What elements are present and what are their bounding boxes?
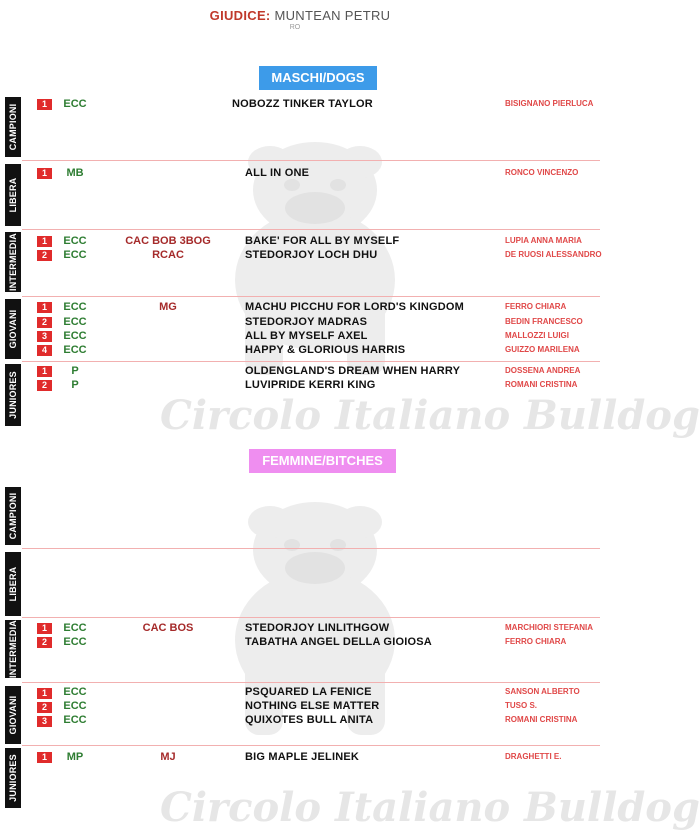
judge-label: GIUDICE: [209, 8, 271, 23]
owner-name: LUPIA ANNA MARIA [505, 236, 582, 245]
class-label: JUNIORES [8, 371, 18, 419]
class-bar-intermedia [5, 620, 21, 678]
rank-badge: 2 [37, 380, 52, 391]
owner-name: DE RUOSI ALESSANDRO [505, 250, 602, 259]
dog-name: ALL BY MYSELF AXEL [245, 330, 368, 342]
owner-name: MARCHIORI STEFANIA [505, 623, 593, 632]
dog-name: BIG MAPLE JELINEK [245, 751, 360, 763]
qualifica: ECC [63, 622, 87, 634]
judge-country: RO [289, 24, 301, 31]
class-label: JUNIORES [8, 754, 18, 802]
owner-name: BEDIN FRANCESCO [505, 317, 583, 326]
qualifica: P [71, 365, 79, 377]
section-title-maschi: MASCHI/DOGS [259, 66, 377, 90]
class-label: CAMPIONI [8, 492, 18, 540]
qualifica: ECC [63, 249, 87, 261]
rank-badge: 4 [37, 345, 52, 356]
rank-badge: 2 [37, 250, 52, 261]
qualifica: ECC [63, 344, 87, 356]
class-bar-campioni [5, 97, 21, 157]
dog-name: LUVIPRIDE KERRI KING [245, 379, 376, 391]
qualifica: ECC [63, 700, 87, 712]
qualifica: MB [66, 167, 84, 179]
dog-name: ALL IN ONE [245, 167, 310, 179]
class-label: INTERMEDIA [8, 233, 18, 291]
owner-name: RONCO VINCENZO [505, 168, 579, 177]
rank-badge: 1 [37, 366, 52, 377]
class-separator [22, 229, 600, 230]
award-titles: MJ [160, 751, 176, 763]
rank-badge: 1 [37, 99, 52, 110]
dog-name: STEDORJOY LOCH DHU [245, 249, 378, 261]
rank-badge: 1 [37, 752, 52, 763]
class-bar-giovani [5, 686, 21, 744]
class-label: LIBERA [8, 177, 18, 213]
rank-badge: 1 [37, 236, 52, 247]
rank-badge: 1 [37, 302, 52, 313]
rank-badge: 3 [37, 716, 52, 727]
qualifica: ECC [63, 636, 87, 648]
class-label: GIOVANI [8, 309, 18, 349]
qualifica: MP [66, 751, 84, 763]
owner-name: DOSSENA ANDREA [505, 366, 581, 375]
class-label: CAMPIONI [8, 103, 18, 151]
qualifica: ECC [63, 98, 87, 110]
owner-name: BISIGNANO PIERLUCA [505, 99, 594, 108]
owner-name: SANSON ALBERTO [505, 687, 580, 696]
qualifica: ECC [63, 714, 87, 726]
owner-name: FERRO CHIARA [505, 302, 567, 311]
class-bar-juniores [5, 364, 21, 426]
class-bar-giovani [5, 299, 21, 359]
watermark-text: Circolo Italiano Bulldog [160, 784, 700, 831]
class-label: GIOVANI [8, 695, 18, 735]
dog-name: BAKE' FOR ALL BY MYSELF [245, 235, 400, 247]
dog-name: MACHU PICCHU FOR LORD'S KINGDOM [245, 301, 465, 313]
qualifica: ECC [63, 330, 87, 342]
rank-badge: 1 [37, 168, 52, 179]
rank-badge: 1 [37, 688, 52, 699]
award-titles: MG [159, 301, 177, 313]
qualifica: ECC [63, 301, 87, 313]
rank-badge: 3 [37, 331, 52, 342]
owner-name: MALLOZZI LUIGI [505, 331, 569, 340]
owner-name: TUSO S. [505, 701, 538, 710]
class-bar-libera [5, 552, 21, 616]
award-titles: RCAC [152, 249, 184, 261]
dog-name: HAPPY & GLORIOUS HARRIS [245, 344, 406, 356]
class-label: LIBERA [8, 566, 18, 602]
judge-name: MUNTEAN PETRU [274, 8, 391, 23]
owner-name: GUIZZO MARILENA [505, 345, 580, 354]
rank-badge: 2 [37, 317, 52, 328]
owner-name: ROMANI CRISTINA [505, 715, 578, 724]
award-titles: CAC BOB 3BOG [125, 235, 211, 247]
class-separator [22, 682, 600, 683]
dog-name: PSQUARED LA FENICE [245, 686, 372, 698]
class-separator [22, 296, 600, 297]
rank-badge: 1 [37, 623, 52, 634]
dog-name: QUIXOTES BULL ANITA [245, 714, 374, 726]
class-separator [22, 160, 600, 161]
qualifica: ECC [63, 316, 87, 328]
owner-name: FERRO CHIARA [505, 637, 567, 646]
judge-header [0, 8, 600, 23]
owner-name: ROMANI CRISTINA [505, 380, 578, 389]
class-separator [22, 617, 600, 618]
class-bar-intermedia [5, 232, 21, 292]
class-bar-campioni [5, 487, 21, 545]
watermark-text: Circolo Italiano Bulldog [160, 392, 700, 439]
dog-name: STEDORJOY LINLITHGOW [245, 622, 390, 634]
section-title-femmine: FEMMINE/BITCHES [249, 449, 396, 473]
class-bar-juniores [5, 748, 21, 808]
qualifica: ECC [63, 235, 87, 247]
class-bar-libera [5, 164, 21, 226]
award-titles: CAC BOS [142, 622, 194, 634]
dog-name: OLDENGLAND'S DREAM WHEN HARRY [245, 365, 461, 377]
dog-name: STEDORJOY MADRAS [245, 316, 368, 328]
rank-badge: 2 [37, 637, 52, 648]
rank-badge: 2 [37, 702, 52, 713]
class-separator [22, 548, 600, 549]
class-label: INTERMEDIA [8, 620, 18, 678]
dog-name: TABATHA ANGEL DELLA GIOIOSA [245, 636, 432, 648]
dog-name: NOBOZZ TINKER TAYLOR [232, 98, 373, 110]
dog-name: NOTHING ELSE MATTER [245, 700, 380, 712]
owner-name: DRAGHETTI E. [505, 752, 562, 761]
qualifica: ECC [63, 686, 87, 698]
class-separator [22, 745, 600, 746]
qualifica: P [71, 379, 79, 391]
class-separator [22, 361, 600, 362]
